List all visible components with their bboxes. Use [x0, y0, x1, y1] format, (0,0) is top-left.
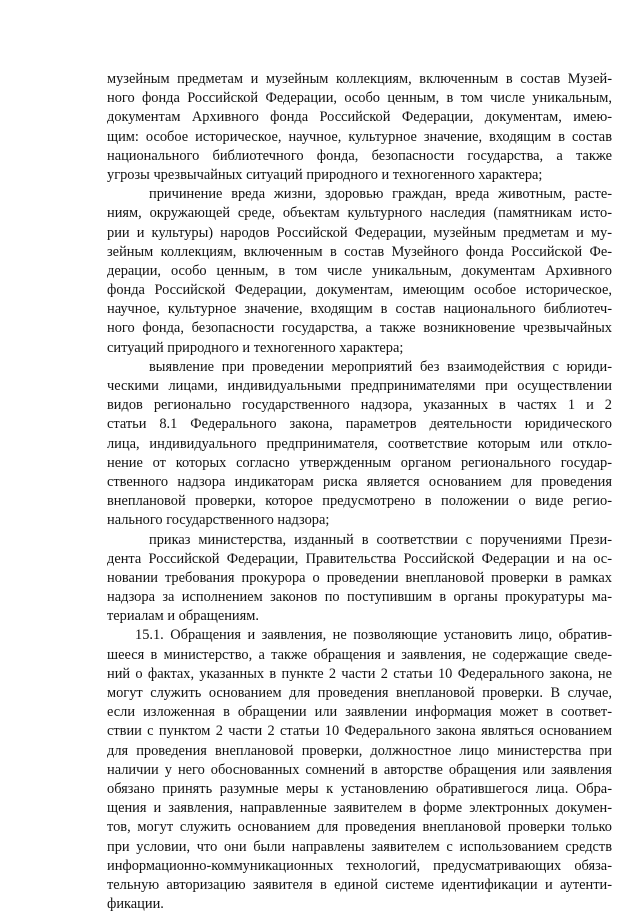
text-line: для проведения внеплановой проверки, должностное лицо министерства при	[107, 742, 612, 759]
text-line: статьи 8.1 Федерального закона, параметров деятельности юридического	[107, 416, 612, 433]
text-line: тов, могут служить основанием для проведения внеплановой проверки только	[107, 819, 612, 836]
text-line: выявление при проведении мероприятий без взаимодействия с юриди-	[149, 358, 612, 375]
document-page	[107, 70, 612, 914]
text-line: зейным коллекциям, включенным в состав Музейного фонда Российской Фе-	[107, 243, 612, 260]
text-line: дента Российской Федерации, Правительства Российской Федерации и на ос-	[107, 550, 612, 567]
text-line: шееся в министерство, а также обращения и заявления, не содержащие сведе-	[107, 646, 612, 663]
text-line: ного фонда, безопасности государства, а также возникновение чрезвычайных	[107, 320, 612, 337]
text-line: причинение вреда жизни, здоровью граждан, вреда животным, расте-	[149, 186, 612, 203]
text-line: фикации.	[107, 896, 164, 913]
text-line: если изложенная в обращении или заявлении информация может в соответ-	[107, 704, 612, 721]
text-line: национального библиотечного фонда, безопасности государства, а также	[107, 147, 612, 164]
text-line: угрозы чрезвычайных ситуаций природного и техногенного характера;	[107, 166, 543, 183]
text-line: нального государственного надзора;	[107, 512, 330, 529]
paragraph	[107, 626, 612, 914]
text-line: ственного надзора индикаторам риска является основанием для проведения	[107, 473, 612, 490]
text-line: научное, культурное значение, входящим в состав национального библиотеч-	[107, 301, 612, 318]
text-line: ний о фактах, указанных в пункте 2 части 2 статьи 10 Федерального закона, не	[107, 665, 612, 682]
text-line: ческими лицами, индивидуальными предпринимателями при осуществлении	[107, 378, 612, 394]
text-line: при условии, что они были направлены заявителем с использованием средств	[107, 838, 612, 855]
paragraph	[107, 531, 612, 627]
text-line: щения и заявления, направленные заявителем в форме электронных докумен-	[107, 800, 612, 817]
paragraph	[107, 358, 612, 531]
text-line: надзора за исполнением законов по поступившим в органы прокуратуры ма-	[107, 589, 612, 606]
text-line: дерации, особо ценным, в том числе уникальным, документам Архивного	[107, 262, 612, 279]
text-line: ствии с пунктом 2 части 2 статьи 10 Федерального закона являться основанием	[107, 723, 612, 740]
text-line: документам Архивного фонда Российской Федерации, документам, имею-	[107, 109, 612, 126]
text-line: внеплановой проверки, которое предусмотрено в положении о виде регио-	[107, 493, 612, 510]
paragraph	[107, 185, 612, 358]
text-line: ниям, окружающей среде, объектам культурного наследия (памятникам исто-	[107, 205, 612, 222]
text-line: музейным предметам и музейным коллекциям, включенным в состав Музей-	[107, 71, 612, 87]
text-line: приказ министерства, изданный в соответствии с поручениями Прези-	[149, 531, 612, 548]
text-line: щим: особое историческое, научное, культурное значение, входящим в состав	[107, 128, 612, 145]
text-line: фонда Российской Федерации, документам, имеющим особое историческое,	[107, 282, 612, 299]
text-line: тельную авторизацию заявителя в единой системе идентификации и аутенти-	[107, 876, 612, 893]
text-line: териалам и обращениям.	[107, 608, 259, 625]
text-line: ситуаций природного и техногенного характера;	[107, 339, 404, 356]
text-line: нение от которых согласно утвержденным органом регионального государ-	[107, 454, 612, 471]
paragraph	[107, 70, 612, 185]
text-line: рии и культуры) народов Российской Федерации, музейным предметам и му-	[107, 224, 612, 241]
text-line: новании требования прокурора о проведении внеплановой проверки в рамках	[107, 569, 612, 586]
text-line: видов регионально государственного надзора, указанных в частях 1 и 2	[107, 397, 612, 414]
text-line: информационно-коммуникационных технологий, предусматривающих обяза-	[107, 857, 612, 874]
text-line: 15.1. Обращения и заявления, не позволяющие установить лицо, обратив-	[135, 627, 612, 644]
text-line: обязано принять разумные меры к установлению обратившегося лица. Обра-	[107, 780, 612, 797]
text-line: могут служить основанием для проведения внеплановой проверки. В случае,	[107, 685, 612, 701]
text-line: ного фонда Российской Федерации, особо ценным, в том числе уникальным,	[107, 90, 612, 107]
text-line: лица, индивидуального предпринимателя, соответствие которым или откло-	[107, 435, 612, 452]
text-line: наличии у него обоснованных сомнений в авторстве обращения или заявления	[107, 761, 612, 778]
